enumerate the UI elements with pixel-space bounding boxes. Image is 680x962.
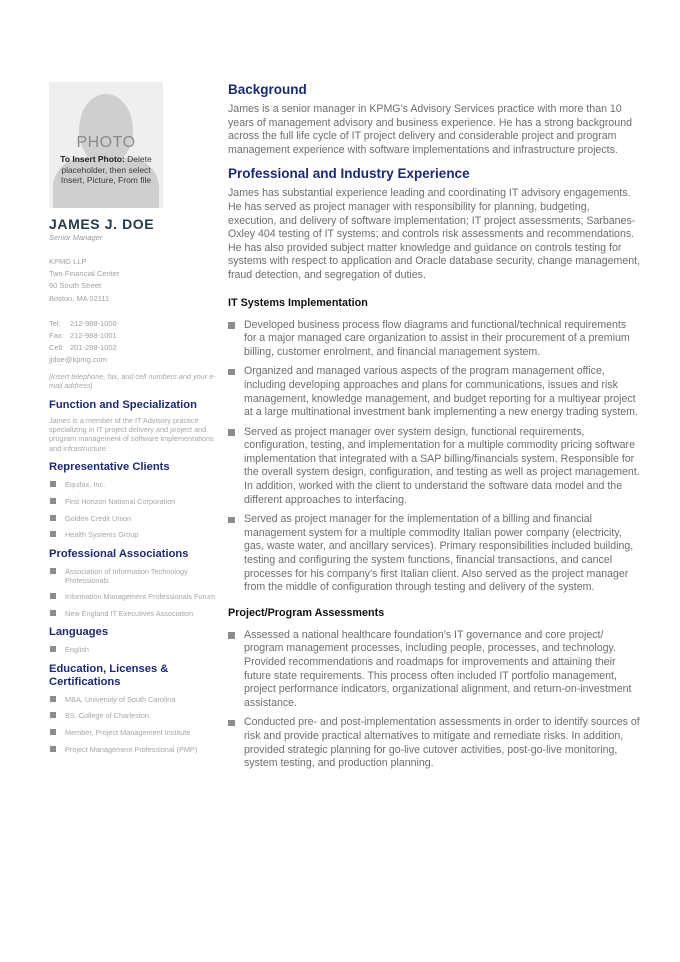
bullet-square-icon: [228, 632, 235, 639]
list-item: [228, 365, 640, 419]
sidebar: [49, 82, 224, 761]
list-item-text: Health Systems Group: [65, 530, 139, 540]
photo-placeholder[interactable]: [49, 82, 163, 208]
list-item: [49, 514, 224, 523]
address-line1: Two Financial Center: [49, 269, 120, 279]
bullet-square-icon: [50, 515, 56, 521]
email-link[interactable]: jjdoe@kpmg.com: [49, 355, 108, 365]
languages-heading: Languages: [49, 626, 109, 639]
list-item-text: BS, College of Charleston: [65, 711, 149, 721]
list-item: [49, 592, 224, 601]
list-item-text: Information Management Professionals Forum: [65, 592, 216, 602]
bullet-square-icon: [50, 593, 56, 599]
contact-block: [49, 318, 224, 367]
person-name: JAMES J. DOE: [49, 216, 155, 232]
tel-value: 212-988-1000: [70, 318, 117, 328]
bullet-square-icon: [228, 369, 235, 376]
education-list: [49, 695, 224, 754]
bullet-square-icon: [50, 729, 56, 735]
person-title: Senior Manager: [49, 233, 103, 242]
list-item: [49, 497, 224, 506]
list-item-text: Served as project manager for the implementation of a billing and financial management system for a multiple commodity Italian power company (electricity, gas, waste water, and ancillary services). Primary responsibilities included building, testing and configuring the system functions, financial transactions, and cancel processes for his company’s first Italian client. Also served as the project manager from the middle of configuration through testing and delivery of the system.: [244, 513, 634, 594]
education-heading: Education, Licenses & Certifications: [49, 662, 169, 688]
list-item-text: Member, Project Management Institute: [65, 727, 191, 737]
list-item-text: MBA, University of South Carolina: [65, 694, 176, 704]
list-item: [228, 629, 640, 711]
list-item: [228, 319, 640, 360]
associations-list: [49, 567, 224, 619]
cell-row: [49, 342, 224, 354]
experience-heading: Professional and Industry Experience: [228, 166, 470, 182]
function-heading: Function and Specialization: [49, 398, 197, 411]
fax-label: Fax:: [49, 331, 64, 341]
photo-instructions: [49, 154, 163, 186]
list-item-text: Assessed a national healthcare foundation’s IT governance and core project/ program management processes, including people, processes, and technology. Provided recommendations and roadmaps for improvements and attaining their future state requirements. This process often included IT portfolio management, project performance indicators, organizational alignment, and return-on-investment assistance.: [244, 628, 632, 709]
associations-heading: Professional Associations: [49, 547, 189, 560]
main-content: [228, 82, 640, 777]
background-text: James is a senior manager in KPMG’s Advisory Services practice with more than 10 years of management advisory and business experience. He has a strong background across the full life cycle of IT project delivery and considerable project and program management experience with software implementations and infrastructure projects.: [228, 103, 632, 156]
list-item: [228, 426, 640, 508]
list-item-text: Association of Information Technology Professionals: [65, 566, 188, 585]
list-item-text: Developed business process flow diagrams and functional/technical requirements for a major managed care organization to assist in their procurement of a premium billing, customer enrolment, and financial management system.: [244, 318, 630, 358]
photo-instructions-text: Delete placeholder, then select Insert, Picture, From file: [60, 154, 152, 185]
list-item-text: English: [65, 645, 89, 655]
bullet-square-icon: [50, 712, 56, 718]
bullet-square-icon: [228, 720, 235, 727]
list-item: [228, 513, 640, 595]
bullet-square-icon: [50, 646, 56, 652]
contact-note: [Insert telephone, fax, and cell numbers and your e-mail address]: [49, 371, 216, 391]
list-item: [49, 609, 224, 618]
list-item: [49, 728, 224, 737]
bullet-square-icon: [228, 517, 235, 524]
address-city: Boston, MA 02111: [49, 293, 110, 303]
it-systems-list: [228, 319, 640, 595]
list-item: [49, 711, 224, 720]
fax-value: 212-988-1001: [70, 331, 117, 341]
list-item-text: Organized and managed various aspects of the program management office, including developing approaches and plans for communications, issues and risk management, knowledge management, and budget reporting for a multiyear project at a large multinational investment bank implementing a new energy trading system.: [244, 365, 638, 419]
tel-row: [49, 318, 224, 330]
list-item-text: New England IT Executives Association: [65, 609, 194, 619]
list-item: [228, 716, 640, 770]
bullet-square-icon: [228, 429, 235, 436]
bullet-square-icon: [50, 531, 56, 537]
address-line2: 60 South Street: [49, 281, 102, 291]
photo-label: PHOTO: [76, 134, 136, 151]
cell-label: Cell:: [49, 343, 65, 353]
languages-list: [49, 645, 224, 654]
address-block: [49, 256, 224, 305]
list-item: [49, 695, 224, 704]
it-systems-heading: IT Systems Implementation: [228, 296, 368, 309]
list-item: [49, 645, 224, 654]
assessments-list: [228, 629, 640, 771]
background-heading: Background: [228, 82, 307, 97]
bullet-square-icon: [50, 696, 56, 702]
list-item-text: Served as project manager over system design, functional requirements, configuration, testing, and implementation for a multiple commodity pricing software implementation that integrated with a SAP billing/financials system. Responsible for the overall system design, configuration, and testing as well as project management. In addition, worked with the client to understand the software data model and the different approaches to interfacing.: [244, 425, 640, 506]
bullet-square-icon: [50, 568, 56, 574]
list-item-text: Golden Credit Union: [65, 513, 132, 523]
list-item-text: Conducted pre- and post-implementation assessments in order to identify sources of risk and provide practical alternatives to mitigate and remediate risks. In addition, provided strategic planning for go-live cutover activities, post-go-live monitoring, system testing, and production planning.: [244, 716, 640, 770]
bullet-square-icon: [50, 746, 56, 752]
bullet-square-icon: [50, 481, 56, 487]
company-name: KPMG LLP: [49, 257, 87, 266]
experience-text: James has substantial experience leading and coordinating IT advisory engagements. He has served as project manager with responsibility for planning, budgeting, execution, and delivery of software implementation; IT project assessments; Sarbanes-Oxley 404 testing of IT systems; and controls risk assessments and recommendations. He has also provided subject matter knowledge and guidance on controls testing for systems with respect to application and Oracle database security, change management, fraud detection, and segregation of duties.: [228, 187, 641, 281]
photo-instructions-bold: To Insert Photo:: [60, 154, 125, 164]
list-item-text: Equifax, Inc.: [65, 480, 106, 490]
bullet-square-icon: [228, 322, 235, 329]
bullet-square-icon: [50, 610, 56, 616]
bullet-square-icon: [50, 498, 56, 504]
list-item-text: First Horizon National Corporation: [65, 496, 176, 506]
clients-heading: Representative Clients: [49, 461, 170, 474]
cell-value: 201-288-1002: [70, 343, 117, 353]
list-item: [49, 480, 224, 489]
clients-list: [49, 480, 224, 539]
list-item-text: Project Management Professional (PMP): [65, 744, 198, 754]
assessments-heading: Project/Program Assessments: [228, 606, 385, 619]
function-text: James is a member of the IT Advisory practice specializing in IT project delivery and project and program management of software implementations and infrastructure.: [49, 415, 214, 453]
fax-row: [49, 330, 224, 342]
list-item: [49, 530, 224, 539]
list-item: [49, 745, 224, 754]
list-item: [49, 567, 224, 585]
tel-label: Tel:: [49, 318, 61, 328]
